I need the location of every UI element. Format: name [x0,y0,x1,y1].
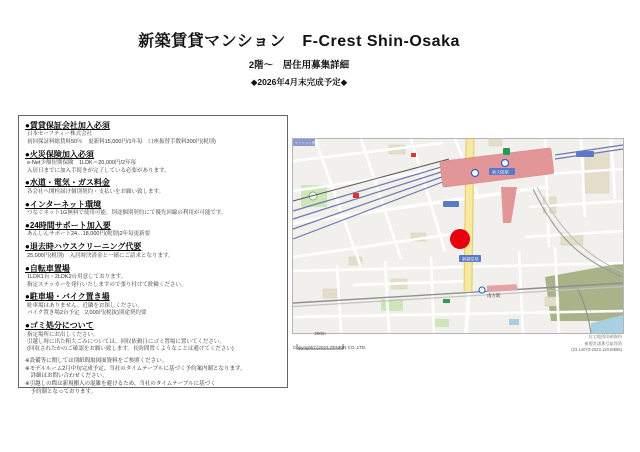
note-line: ※設備等に関しては別紙間取図面資料をご参照ください。 [25,357,168,364]
license-line: (23.14073-2023.12019865) [571,347,622,352]
info-section [25,178,281,196]
info-section [25,221,281,239]
scale-label: 200m [314,331,326,336]
section-heading: ●駐車場・バイク置き場 [25,292,110,302]
station-label: 新大阪駅 [492,169,509,175]
section-heading: ●インターネット環境 [25,199,102,209]
section-line: つなぐネット1G無料で使用可能。別途個別契約にて優先回線の利用が可能です。 [27,210,227,217]
road-chip [443,201,459,207]
section-heading: ●自転車置場 [25,263,70,273]
road-chip [576,151,594,157]
info-section [25,321,281,354]
poi-icon-red [411,153,416,157]
section-heading: ●24時間サポート加入要 [25,221,111,231]
section-line: 各会社へ開栓届け個別契約・支払いをお願い致します。 [27,188,165,195]
note-line: 予約制となっております。 [25,388,97,395]
map-corner-label: マンション図 [294,141,316,145]
conditions-box [18,115,288,395]
info-section [25,292,281,317]
license-line: 住宅地図印刷資料 [588,334,622,339]
section-heading: ●ゴミ処分について [25,321,94,331]
minamikata-label: 南方駅 [487,293,501,298]
map-license-block [571,334,622,354]
poi-icon-green [443,299,450,303]
location-map [292,138,624,334]
section-heading: ●火災保険加入必須 [25,149,94,159]
section-line: (回収されたかのご確認をお願い致します。長時間置くようなことは避けてください) [27,346,234,353]
info-section [25,200,281,218]
poi-icon-red [353,193,359,198]
metro-icon [502,160,509,167]
info-section [25,121,281,146]
page-subtitle: 2階〜 居住用募集詳細 [248,60,350,71]
metro-icon [472,170,479,177]
section-line: 25,000円(税別) 入居時決済金と一緒にご請求となります。 [27,252,174,259]
map-copyright: Copyright(C)2023 ZENRIN CO.,LTD. [293,345,367,350]
section-line: 1LDK1台・2LDK2台用意しております。 [27,274,127,281]
note-line: 詳細はお問い合わせください。 [25,373,108,380]
section-line: 入居日までに加入手続きが完了している必要があります。 [27,167,170,174]
info-section [25,242,281,260]
section-line: e-Net少額短期保険 1LDK＝20,000円/2年毎 [27,160,137,167]
note-line: ※引越しの際は新規搬入の混雑を避けるため、当社のタイムテーブルに基づく [25,380,216,387]
section-line: 駐車場はありません。近隣をお探しください。 [27,302,143,309]
section-line: 日本セーフティー株式会社 [27,131,93,138]
section-heading: ●賃貸保証会社加入必須 [25,121,110,130]
section-line: バイク置き場2台予定 2,000円(税抜)別途契約要 [27,310,147,317]
info-section [25,150,281,175]
transit-icon [503,148,510,155]
notes-block [25,358,281,396]
section-line: 指定ステッカーを発行いたしますので張り付けて駐輪ください。 [27,281,187,288]
page-title: 新築賃貸マンション F-Crest Shin-Osaka [138,33,460,50]
header [0,28,598,88]
section-heading: ●退去時ハウスクリーニング代要 [25,242,142,252]
metro-icon [479,287,485,293]
info-section [25,264,281,289]
license-line: 複製許諾番号取得済 [584,340,622,346]
map-scalebar [296,332,344,355]
section-heading: ●水道・電気・ガス料金 [25,178,110,188]
section-line: 指定場所にお出しください。 [27,331,99,338]
road-label: 新御堂筋 [462,256,479,262]
section-line: 初回保証料総賃料50％ 更新料15,000円/1年毎 口座振替手数料300円(税別) [27,138,216,145]
section-line: 引越し時に出た粗大ごみについては、回収依頼日にゴミ置場に置いてください。 [27,339,225,345]
completion-note: ◆2026年4月末完成予定◆ [250,77,348,87]
note-line: ※モデルルーム2月中旬完成予定、当社のタイムテーブルに基づく予約案内制となります。 [25,365,246,372]
section-line: あんしんサポート24…18,000円(税別)2年毎更新要 [27,231,151,238]
property-marker [450,229,470,249]
